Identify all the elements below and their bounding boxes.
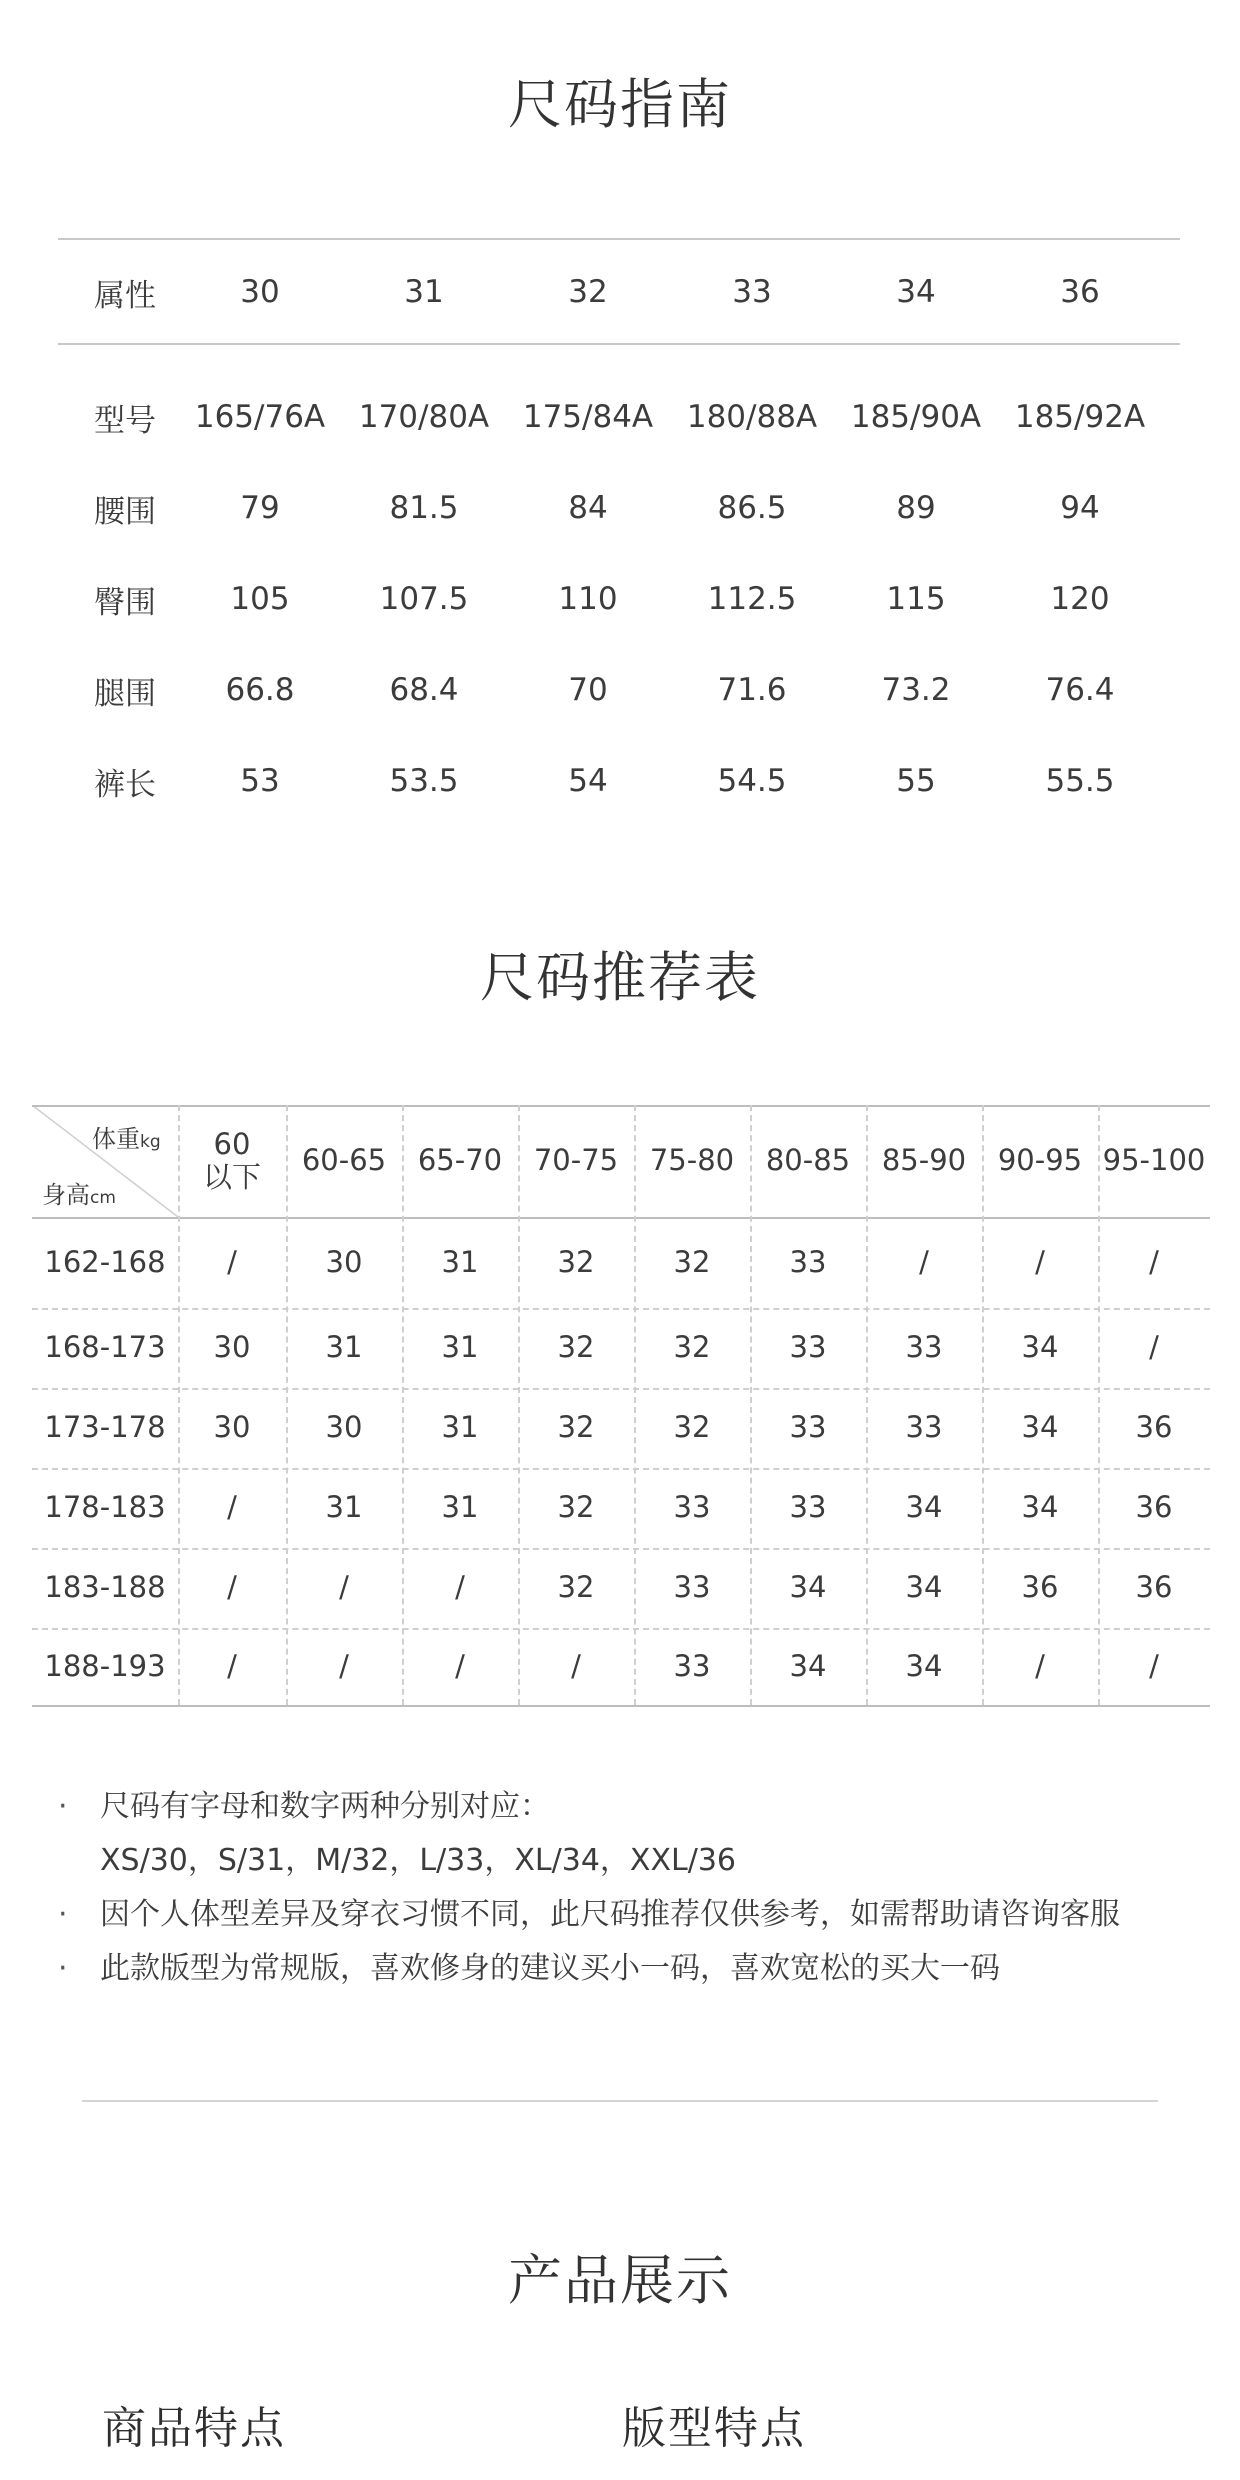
size-cell: 33 — [673, 1570, 711, 1605]
size-cell: 30 — [325, 1410, 363, 1445]
weight-column-header: 75-80 — [649, 1143, 735, 1178]
size-cell: / — [919, 1244, 929, 1279]
size-cell: 34 — [1021, 1410, 1059, 1445]
row-label: 臀围 — [94, 584, 156, 621]
table-row — [58, 569, 1180, 629]
size-cell: 34 — [905, 1570, 943, 1605]
size-recommendation-table — [32, 1105, 1210, 1705]
table-cell: 76.4 — [1045, 672, 1115, 708]
size-cell: / — [227, 1570, 237, 1605]
table-cell: 112.5 — [707, 581, 797, 617]
size-cell: 34 — [789, 1570, 827, 1605]
weight-column-header: 95-100 — [1102, 1143, 1206, 1178]
size-cell: 32 — [557, 1244, 595, 1279]
height-row-label: 168-173 — [44, 1330, 166, 1365]
size-cell: / — [455, 1648, 465, 1683]
size-cell: 32 — [673, 1410, 711, 1445]
note-text: XS/30，S/31，M/32，L/33，XL/34，XXL/36 — [100, 1843, 737, 1878]
size-cell: 33 — [905, 1330, 943, 1365]
weight-column-header: 60-65 — [301, 1143, 387, 1178]
size-cell: 32 — [557, 1490, 595, 1525]
table-cell: 94 — [1060, 490, 1100, 526]
table-cell: 55 — [896, 763, 936, 799]
corner-weight-text: 体重 — [92, 1125, 140, 1153]
size-cell: 32 — [673, 1330, 711, 1365]
row-label: 型号 — [94, 402, 156, 439]
note-text: 因个人体型差异及穿衣习惯不同，此尺码推荐仅供参考，如需帮助请咨询客服 — [100, 1897, 1120, 1932]
height-row-label: 173-178 — [44, 1410, 166, 1445]
table-cell: 86.5 — [717, 490, 787, 526]
bullet: · — [58, 1789, 68, 1824]
size-cell: 31 — [441, 1490, 479, 1525]
size-cell: / — [1149, 1244, 1159, 1279]
table-cell: 165/76A — [194, 399, 326, 435]
size-cell: 31 — [325, 1330, 363, 1365]
weight-column-header: 80-85 — [765, 1143, 851, 1178]
note-text: 此款版型为常规版，喜欢修身的建议买小一码，喜欢宽松的买大一码 — [100, 1951, 1000, 1986]
size-cell: 36 — [1135, 1570, 1173, 1605]
size-cell: 33 — [789, 1410, 827, 1445]
size-cell: 36 — [1135, 1410, 1173, 1445]
size-cell: 34 — [905, 1490, 943, 1525]
size-cell: 32 — [557, 1570, 595, 1605]
height-row-label: 188-193 — [44, 1648, 166, 1683]
table-cell: 105 — [230, 581, 290, 617]
corner-weight-unit: kg — [140, 1132, 161, 1152]
size-cell: 34 — [1021, 1490, 1059, 1525]
weight-column-header: 70-75 — [533, 1143, 619, 1178]
weight-column-header: 90-95 — [997, 1143, 1083, 1178]
table-cell: 120 — [1050, 581, 1110, 617]
table-cell: 107.5 — [379, 581, 469, 617]
size-cell: / — [1035, 1648, 1045, 1683]
size-cell: / — [571, 1648, 581, 1683]
table-cell: 71.6 — [717, 672, 787, 708]
table-cell: 53 — [240, 763, 280, 799]
table-cell: 54 — [568, 763, 608, 799]
divider — [58, 238, 1180, 240]
table-cell: 55.5 — [1045, 763, 1115, 799]
bullet: · — [58, 1951, 68, 1986]
size-cell: 30 — [325, 1244, 363, 1279]
size-cell: / — [227, 1648, 237, 1683]
row-label: 裤长 — [94, 766, 156, 803]
size-cell: / — [1149, 1648, 1159, 1683]
table-cell: 81.5 — [389, 490, 459, 526]
size-guide-title: 尺码指南 — [508, 73, 732, 136]
size-cell: / — [339, 1570, 349, 1605]
note-item — [58, 1942, 1188, 1996]
table-cell: 89 — [896, 490, 936, 526]
size-cell: 33 — [673, 1490, 711, 1525]
corner-height-unit: cm — [90, 1188, 116, 1208]
size-cell: / — [1149, 1330, 1159, 1365]
note-text: 尺码有字母和数字两种分别对应： — [100, 1789, 550, 1824]
table-border — [32, 1705, 1210, 1707]
corner-height-text: 身高 — [42, 1181, 90, 1209]
table-row — [58, 660, 1180, 720]
divider — [58, 343, 1180, 345]
size-cell: 33 — [789, 1330, 827, 1365]
size-cell: / — [227, 1490, 237, 1525]
size-cell: 33 — [673, 1648, 711, 1683]
size-cell: 32 — [673, 1244, 711, 1279]
table-cell: 73.2 — [881, 672, 951, 708]
header-cell: 31 — [404, 274, 444, 310]
size-cell: / — [227, 1244, 237, 1279]
header-cell: 33 — [732, 274, 772, 310]
product-features-heading: 商品特点 — [102, 2403, 286, 2454]
size-cell: 36 — [1021, 1570, 1059, 1605]
header-cell: 34 — [896, 274, 936, 310]
size-cell: 36 — [1135, 1490, 1173, 1525]
row-label: 腰围 — [94, 493, 156, 530]
height-row-label: 183-188 — [44, 1570, 166, 1605]
height-row-label: 162-168 — [44, 1244, 166, 1279]
weight-column-header: 85-90 — [881, 1143, 967, 1178]
note-item — [58, 1888, 1188, 1942]
header-cell: 30 — [240, 274, 280, 310]
size-cell: 33 — [789, 1244, 827, 1279]
table-cell: 84 — [568, 490, 608, 526]
size-cell: 31 — [441, 1244, 479, 1279]
size-cell: 34 — [789, 1648, 827, 1683]
table-cell: 115 — [886, 581, 946, 617]
size-cell: 33 — [789, 1490, 827, 1525]
size-cell: 30 — [213, 1330, 251, 1365]
product-display-title: 产品展示 — [508, 2249, 732, 2312]
table-cell: 53.5 — [389, 763, 459, 799]
table-cell: 66.8 — [225, 672, 295, 708]
height-row-label: 178-183 — [44, 1490, 166, 1525]
header-cell: 32 — [568, 274, 608, 310]
corner-diagonal — [32, 1105, 178, 1217]
table-cell: 170/80A — [358, 399, 490, 435]
size-cell: 32 — [557, 1410, 595, 1445]
size-cell: 31 — [325, 1490, 363, 1525]
size-cell: 31 — [441, 1330, 479, 1365]
note-item — [58, 1780, 1188, 1834]
table-cell: 185/90A — [850, 399, 982, 435]
table-cell: 79 — [240, 490, 280, 526]
size-cell: 33 — [905, 1410, 943, 1445]
weight-column-header: 60 以下 — [202, 1126, 261, 1194]
size-cell: 32 — [557, 1330, 595, 1365]
size-cell: 30 — [213, 1410, 251, 1445]
header-cell: 36 — [1060, 274, 1100, 310]
note-item-continuation — [58, 1834, 1188, 1888]
weight-column-header: 65-70 — [417, 1143, 503, 1178]
table-cell: 180/88A — [686, 399, 818, 435]
table-cell: 185/92A — [1014, 399, 1146, 435]
fit-features-heading: 版型特点 — [622, 2403, 806, 2454]
table-row — [58, 478, 1180, 538]
recommendation-title: 尺码推荐表 — [480, 946, 760, 1009]
row-label: 腿围 — [94, 675, 156, 712]
header-cell: 属性 — [94, 277, 156, 314]
size-cell: 31 — [441, 1410, 479, 1445]
table-cell: 68.4 — [389, 672, 459, 708]
size-cell: 34 — [1021, 1330, 1059, 1365]
size-cell: / — [455, 1570, 465, 1605]
table-cell: 54.5 — [717, 763, 787, 799]
size-cell: 34 — [905, 1648, 943, 1683]
size-cell: / — [1035, 1244, 1045, 1279]
table-cell: 110 — [558, 581, 618, 617]
divider — [82, 2100, 1158, 2102]
table-cell: 175/84A — [522, 399, 654, 435]
size-cell: / — [339, 1648, 349, 1683]
bullet: · — [58, 1897, 68, 1932]
table-row — [58, 751, 1180, 811]
size-notes — [58, 1780, 1188, 1996]
size-guide-header-row — [58, 262, 1180, 322]
table-row — [58, 387, 1180, 447]
table-cell: 70 — [568, 672, 608, 708]
